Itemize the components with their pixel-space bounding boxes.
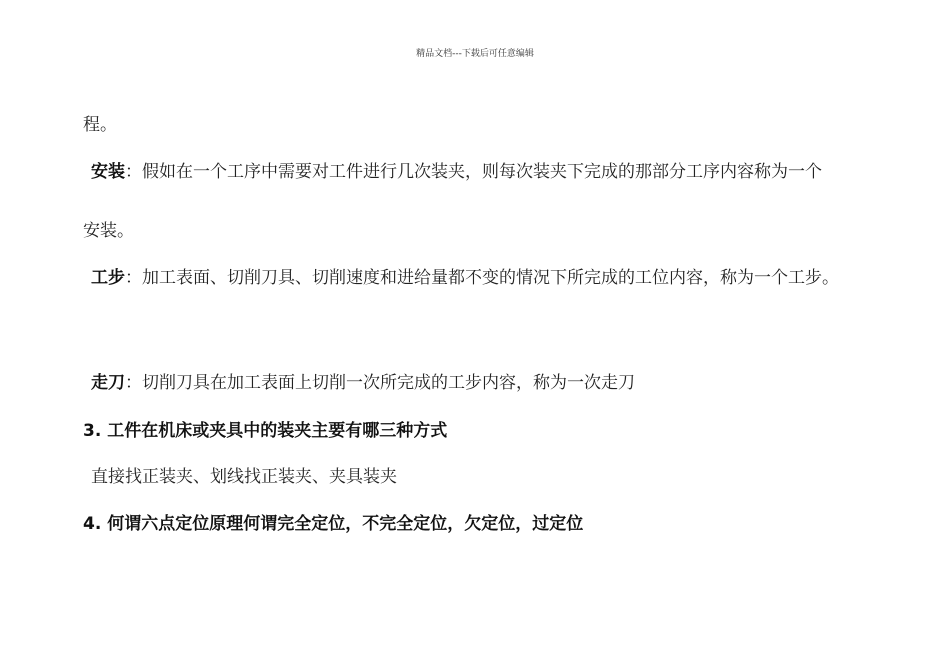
continuation-text: 程。 [83,115,117,135]
term-gongbu: 工步 [91,268,125,288]
definition-zoudao-text: ：切削刀具在加工表面上切削一次所完成的工步内容，称为一次走刀 [125,373,635,393]
continuation-anzhuang: 安装。 [83,221,134,241]
definition-gongbu [91,267,839,289]
term-anzhuang: 安装 [91,162,125,182]
question-3-heading: 3. 工件在机床或夹具中的装夹主要有哪三种方式 [83,421,448,441]
definition-anzhuang-text: ：假如在一个工序中需要对工件进行几次装夹，则每次装夹下完成的那部分工序内容称为一个 [125,162,822,182]
question-4-heading: 4. 何谓六点定位原理何谓完全定位，不完全定位，欠定位，过定位 [83,514,584,534]
page-header: 精品文档---下载后可任意编辑 [416,49,534,59]
term-zoudao: 走刀 [91,373,125,393]
definition-zoudao [91,372,635,394]
definition-gongbu-text: ：加工表面、切削刀具、切削速度和进给量都不变的情况下所完成的工位内容，称为一个工步。 [125,268,839,288]
question-3-answer: 直接找正装夹、划线找正装夹、夹具装夹 [91,467,397,487]
definition-anzhuang [91,161,822,183]
